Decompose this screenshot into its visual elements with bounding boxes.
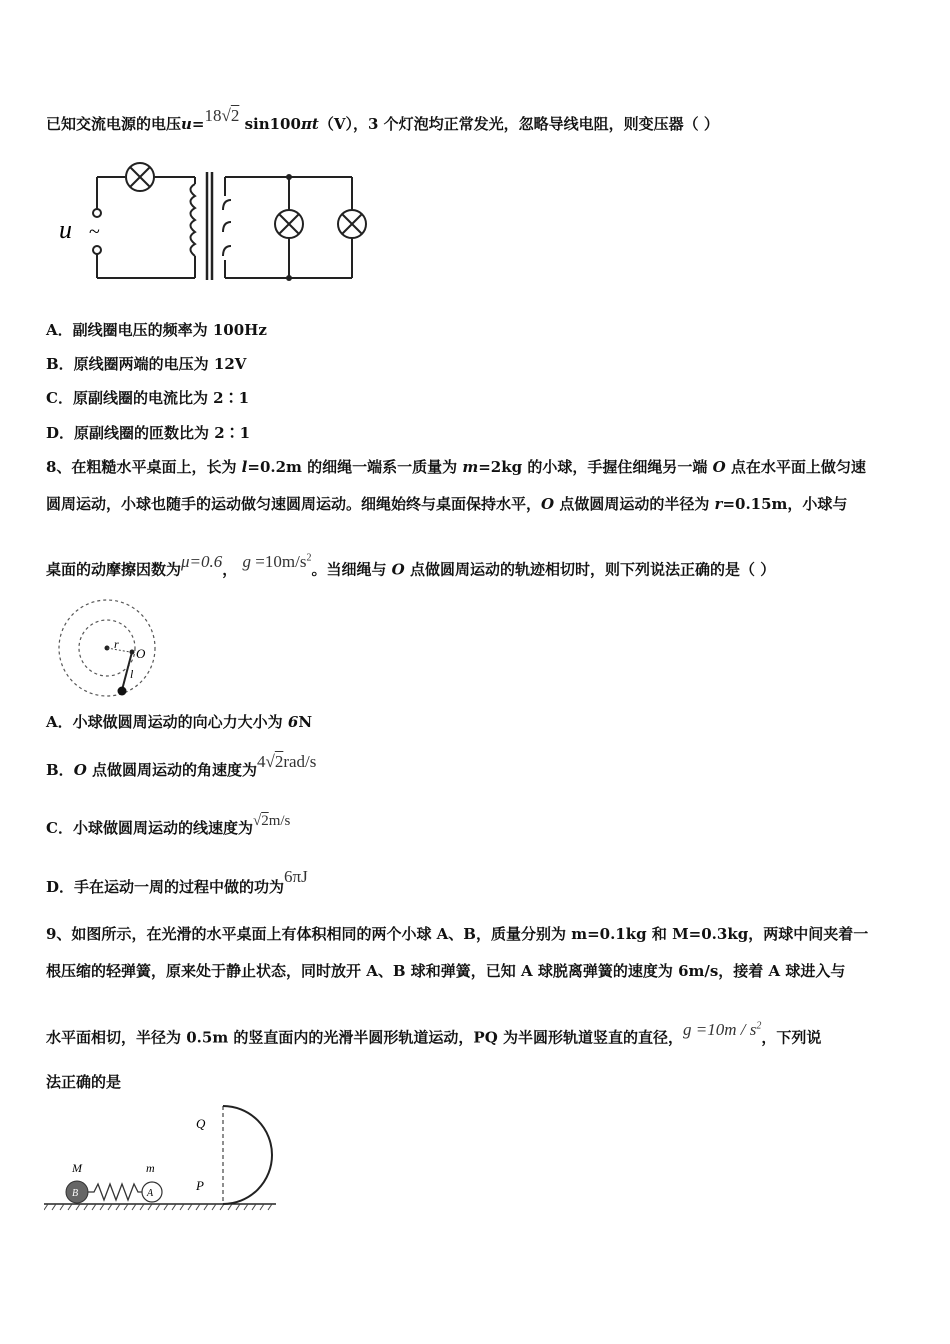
q8-option-d-text: D．手在运动一周的过程中做的功为 xyxy=(46,878,285,896)
q7-fig-label-tilde: ~ xyxy=(89,221,100,243)
q9-stem-line3 xyxy=(46,1019,822,1048)
q8-o-variable: O xyxy=(712,458,726,476)
q8-text: 8、在粗糙水平桌面上，长为 xyxy=(46,458,242,476)
q7-u-variable: u xyxy=(181,115,192,133)
q8-text: =0.2m 的细绳一端系一质量为 xyxy=(247,458,463,476)
q9-stem-line2: 根压缩的轻弹簧，原来处于静止状态，同时放开 A、B 球和弹簧，已知 A 球脱离弹簧的速度为 6m/s，接着 A 球进入与 xyxy=(46,962,846,980)
q8-option-a-value: 6 xyxy=(287,713,299,731)
q8-text: 点做圆周运动的半径为 xyxy=(554,495,715,513)
q7-stem-tail: （V），3 个灯泡均正常发光，忽略导线电阻，则变压器（ ） xyxy=(318,115,719,133)
q8-option-b-text: 点做圆周运动的角速度为 xyxy=(86,761,257,779)
q9-stem-line1: 9、如图所示，在光滑的水平桌面上有体积相同的两个小球 A、B，质量分别为 m=0.1kg 和 M=0.3kg，两球中间夹着一 xyxy=(46,925,869,943)
q8-text: 。当细绳与 xyxy=(311,560,392,579)
q8-option-b-text: B． xyxy=(46,761,74,779)
q9-fig-label-p: P xyxy=(196,1178,204,1193)
q7-transformer-circuit xyxy=(55,160,385,290)
q7-fig-label-u: u xyxy=(59,215,72,244)
q9-fig-label-a: A xyxy=(147,1188,154,1199)
q8-fig-label-l: l xyxy=(130,667,134,681)
q8-mu-value: μ=0.6 xyxy=(181,551,223,571)
q7-pi-t: πt xyxy=(300,115,319,133)
q8-stem-line3 xyxy=(46,551,776,580)
q8-text: 圆周运动，小球也随手的运动做匀速圆周运动。细绳始终与桌面保持水平， xyxy=(46,495,542,513)
q8-stem-line1 xyxy=(46,457,866,477)
q7-stem-text: 已知交流电源的电压 xyxy=(46,115,182,133)
q9-fig-label-small-m: m xyxy=(146,1161,155,1175)
q8-option-a-text: A．小球做圆周运动的向心力大小为 xyxy=(46,713,288,731)
q9-text: 水平面相切，半径为 0.5m 的竖直面内的光滑半圆形轨道运动，PQ 为半圆形轨道竖直的直径， xyxy=(46,1028,683,1047)
q7-option-d: D．原副线圈的匝数比为 2∶1 xyxy=(46,424,251,442)
q8-fig-label-r: r xyxy=(114,637,119,651)
q8-g-number: =10m/s xyxy=(251,551,307,571)
q8-text: ， xyxy=(222,560,238,579)
q8-m-variable: m xyxy=(462,458,479,476)
q8-r-variable: r xyxy=(714,495,723,513)
q8-option-a-unit: N xyxy=(298,713,313,731)
q9-spring-track-figure xyxy=(44,1100,284,1218)
q9-fig-label-q: Q xyxy=(196,1116,206,1131)
q8-option-b-value: 4√2rad/s xyxy=(257,752,317,771)
q7-option-b: B．原线圈两端的电压为 12V xyxy=(46,355,247,373)
q9-g-value xyxy=(683,1020,761,1039)
q8-text: =2kg 的小球，手握住细绳另一端 xyxy=(478,458,713,476)
q8-g-value xyxy=(243,552,312,571)
q8-stem-line2 xyxy=(46,494,847,514)
q7-option-c: C．原副线圈的电流比为 2∶1 xyxy=(46,389,250,407)
q9-g-exponent: 2 xyxy=(756,1020,762,1031)
q7-amplitude: 18√2 xyxy=(204,106,240,125)
q7-sin-func: sin100 xyxy=(239,115,301,133)
q7-equals: = xyxy=(191,115,205,133)
q8-option-c-value: √2m/s xyxy=(252,813,291,829)
q8-option-a xyxy=(46,712,312,732)
q8-option-b-o: O xyxy=(73,761,87,779)
q8-option-d-value: 6πJ xyxy=(284,867,308,886)
q8-option-d xyxy=(46,867,308,897)
q8-text: 点在水平面上做匀速 xyxy=(725,458,866,476)
q9-g-formula: g =10m / s xyxy=(682,1019,757,1039)
q8-option-b-unit: rad/s xyxy=(283,752,317,771)
q8-g-variable: g xyxy=(242,551,252,571)
q8-text: =0.15m，小球与 xyxy=(722,495,848,513)
q8-option-c xyxy=(46,813,291,839)
q7-amplitude-coef: 18 xyxy=(204,106,222,125)
q7-amplitude-root: 2 xyxy=(230,106,240,125)
q8-option-b-coef: 4 xyxy=(257,752,266,771)
q8-option-b-root: 2 xyxy=(274,752,284,771)
q8-text: 点做圆周运动的轨迹相切时，则下列说法正确的是（ ） xyxy=(404,560,776,579)
q8-fig-label-o: O xyxy=(136,646,146,661)
q8-o-variable: O xyxy=(391,560,405,579)
q9-fig-label-b: B xyxy=(72,1188,79,1199)
q8-option-b xyxy=(46,752,317,780)
q8-g-exponent: 2 xyxy=(306,552,312,563)
q9-stem-line4: 法正确的是 xyxy=(46,1073,122,1091)
q7-option-a: A．副线圈电压的频率为 100Hz xyxy=(46,321,267,339)
q8-circular-motion-figure xyxy=(52,598,162,708)
q9-fig-label-big-m: M xyxy=(72,1161,82,1175)
q7-stem xyxy=(46,106,719,134)
q8-option-c-root: 2 xyxy=(261,813,269,829)
q8-option-c-text: C．小球做圆周运动的线速度为 xyxy=(46,819,253,837)
q8-l-variable: l xyxy=(241,458,248,476)
q8-o-variable: O xyxy=(541,495,555,513)
q8-option-c-unit: m/s xyxy=(268,813,291,829)
q8-text: 桌面的动摩擦因数为 xyxy=(46,560,182,579)
q9-text: ，下列说 xyxy=(761,1028,822,1047)
